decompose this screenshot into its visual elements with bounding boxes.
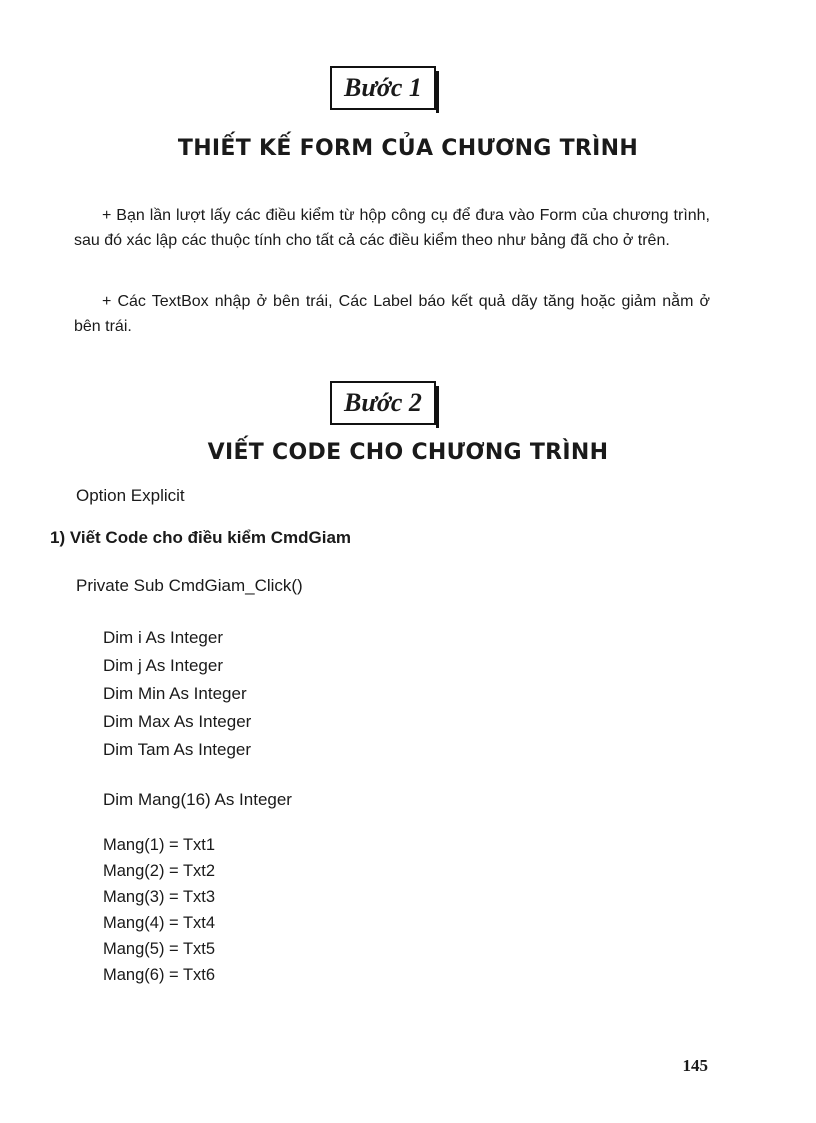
assign-line-1: Mang(1) = Txt1 xyxy=(103,836,216,854)
assign-line-2: Mang(2) = Txt2 xyxy=(103,862,216,880)
step-1-paragraph-2: + Các TextBox nhập ở bên trái, Các Label báo kết quả dãy tăng hoặc giảm nằm ở bên trái. xyxy=(74,293,710,335)
assign-line-6: Mang(6) = Txt6 xyxy=(103,966,216,984)
assign-line-3: Mang(3) = Txt3 xyxy=(103,888,216,906)
assign-line-5: Mang(5) = Txt5 xyxy=(103,940,216,958)
step-2-title: VIẾT CODE CHO CHƯƠNG TRÌNH xyxy=(207,440,609,465)
array-declaration-line: Dim Mang(16) As Integer xyxy=(103,790,292,809)
step-1-title: THIẾT KẾ FORM CỦA CHƯƠNG TRÌNH xyxy=(177,136,639,161)
step-1-box xyxy=(330,66,436,110)
step-2-box xyxy=(330,381,436,425)
section-title: 1) Viết Code cho điều kiểm CmdGiam xyxy=(50,528,352,547)
assign-line-4: Mang(4) = Txt4 xyxy=(103,914,216,932)
dim-line-4: Dim Max As Integer xyxy=(103,712,252,731)
sub-declaration-line: Private Sub CmdGiam_Click() xyxy=(76,576,303,595)
dim-line-1: Dim i As Integer xyxy=(103,628,223,647)
dim-line-5: Dim Tam As Integer xyxy=(103,740,252,759)
dim-line-3: Dim Min As Integer xyxy=(103,684,247,703)
dim-line-2: Dim j As Integer xyxy=(103,656,223,675)
step-1-label: Bước 1 xyxy=(344,73,422,102)
step-1-paragraph-1: + Bạn lần lượt lấy các điều kiểm từ hộp công cụ để đưa vào Form của chương trình, sau đó xác lập các thuộc tính cho tất cả các điều kiểm theo như bảng đã cho ở trên. xyxy=(74,207,710,249)
step-2-label: Bước 2 xyxy=(344,388,422,417)
option-explicit-line: Option Explicit xyxy=(76,486,185,505)
page-number: 145 xyxy=(682,1056,708,1075)
